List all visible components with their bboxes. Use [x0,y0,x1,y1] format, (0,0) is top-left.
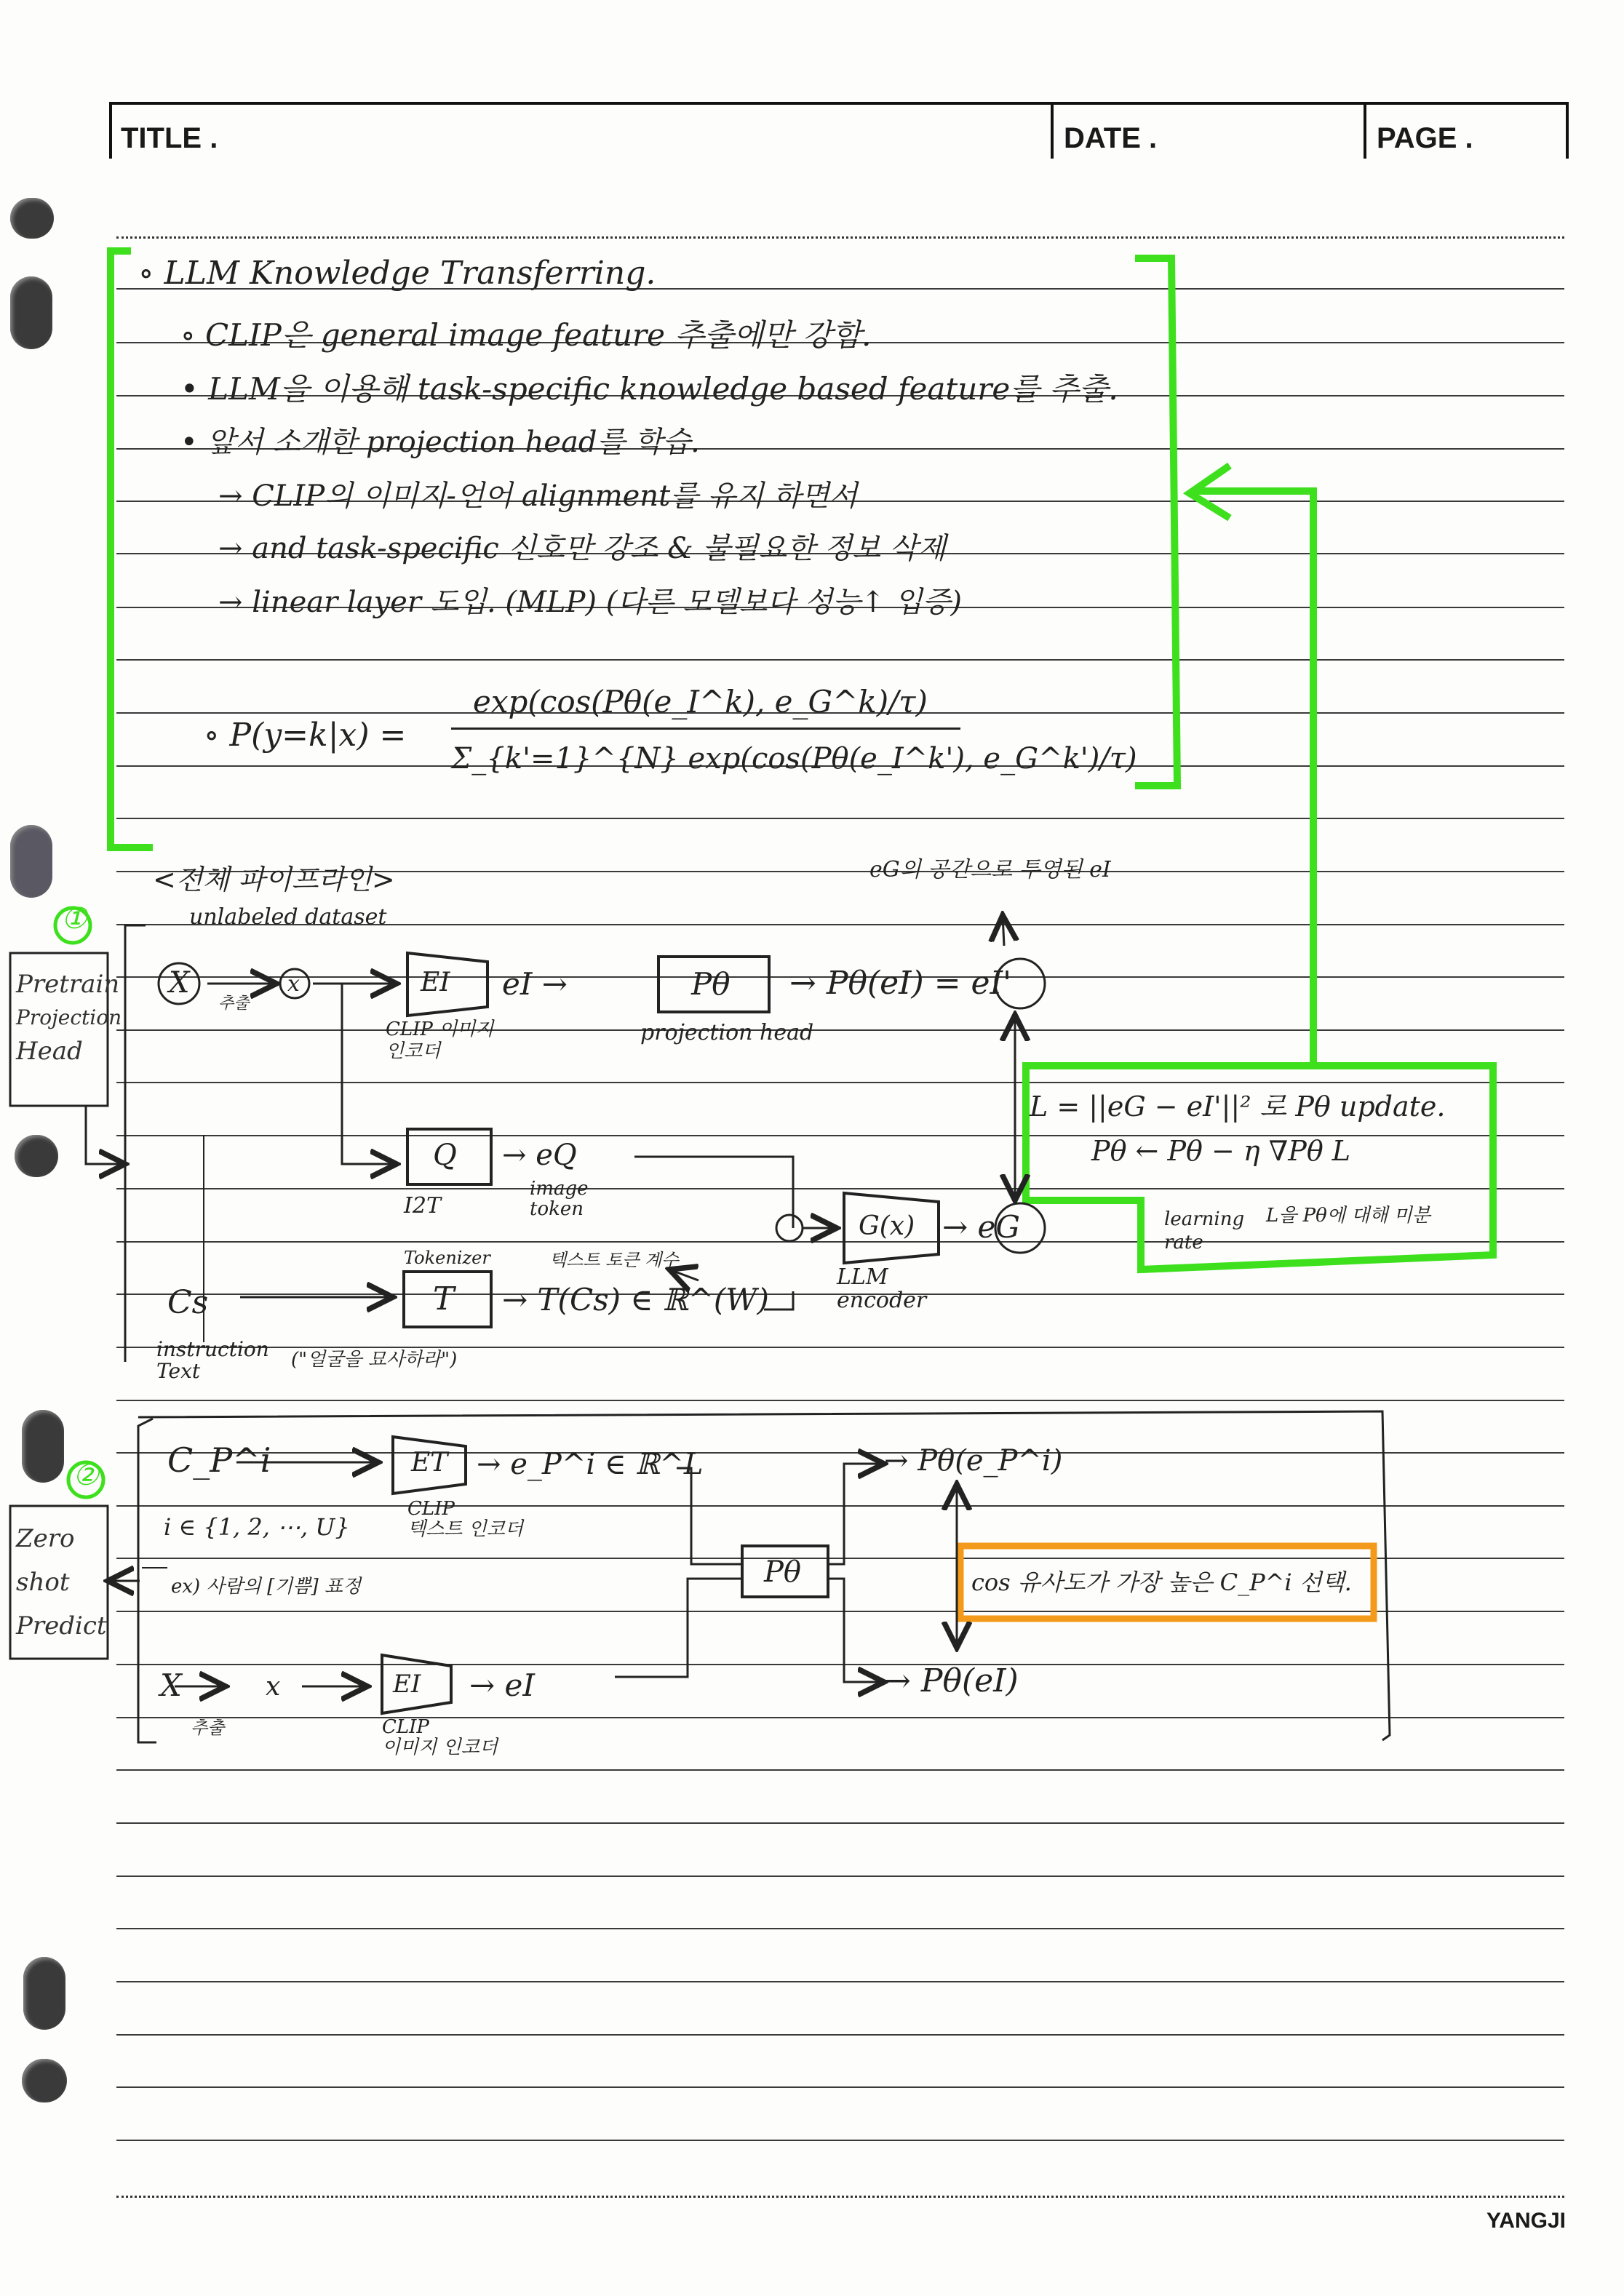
clip-text-encoder-label: CLIP 텍스트 인코더 [407,1498,523,1540]
I2T-label: I2T [404,1193,441,1219]
clip-image-encoder-label: CLIP 이미지 인코더 [386,1019,494,1062]
X-label: X [169,966,190,1000]
projected-output: → Pθ(eI) = eI' [789,965,1012,1002]
pipeline-title: <전체 파이프라인> [153,864,395,896]
X2-label: X [160,1667,182,1703]
eQ-output: → eQ [502,1139,577,1172]
instruction-example: ("얼굴을 묘사하라") [291,1349,458,1371]
update-equation: Pθ ← Pθ − η ∇Pθ L [1091,1135,1351,1167]
projection-head-label: projection head [640,1020,814,1045]
projection-head-P2: Pθ [764,1555,801,1589]
example-label: ex) 사람의 [기쁨] 표정 [171,1576,362,1598]
instruction-label: instruction Text [156,1337,269,1383]
formula-lhs: ∘ P(y=k|x) = [204,717,407,754]
notes-line: • 앞서 소개한 projection head를 학습. [180,426,700,459]
notes-line: • LLM을 이용해 task-specific knowledge based feature를 추출. [180,371,1118,407]
gradient-note: L을 Pθ에 대해 미분 [1266,1205,1430,1227]
learning-rate-label: learning rate [1164,1208,1245,1253]
clip-image-encoder-label-2: CLIP 이미지 인코더 [382,1716,498,1758]
brand-label: YANGJI [1486,2209,1566,2233]
step1-label: Pretrain Projection Head [16,970,122,1066]
text-coef-label: 텍스트 토큰 계수 [549,1250,679,1270]
TCs-output: → T(Cs) ∈ ℝ^(W) [502,1282,769,1318]
index-range: i ∈ {1, 2, ⋯, U} [164,1513,350,1541]
fraction-bar [451,728,960,730]
extract-label: 추출 [218,994,250,1013]
date-label: DATE . [1064,122,1158,154]
extract2-label: 추출 [191,1718,225,1738]
projection-note: eG의 공간으로 투영된 eI [869,857,1111,882]
text-encoder-ET: ET [411,1448,448,1478]
eI-output: eI → [502,966,568,1002]
title-label: TITLE . [121,122,218,154]
formula-numerator: exp(cos(Pθ(e_I^k), e_G^k)/τ) [473,684,928,720]
notes-line: → CLIP의 이미지-언어 alignment를 유지 하면서 [218,479,858,513]
notes-heading: ∘ LLM Knowledge Transferring. [138,255,656,292]
notes-line: → and task-specific 신호만 강조 & 불필요한 정보 삭제 [218,532,946,565]
cosine-note: cos 유사도가 가장 높은 C_P^i 선택. [971,1568,1352,1596]
step2-number: ② [73,1459,99,1492]
image-encoder-EI2: EI [393,1670,421,1699]
T-box: T [433,1280,455,1318]
unlabeled-label: unlabeled dataset [189,904,387,930]
Q-box: Q [433,1139,457,1172]
tokenizer-label: Tokenizer [404,1248,490,1268]
step2-label: Zero shot Predict [16,1524,107,1641]
llm-encoder-label: LLM encoder [837,1264,927,1313]
notes-line: ∘ CLIP은 general image feature 추출에만 강함. [180,317,872,353]
Cs-label: Cs [167,1284,209,1321]
eI2-output: → eI [469,1667,535,1703]
loss-equation: L = ||eG − eI'||² 로 Pθ update. [1030,1091,1446,1123]
image-encoder-EI: EI [421,968,450,997]
Cp-label: C_P^i [167,1440,271,1480]
Pep-output: → Pθ(e_P^i) [884,1444,1063,1478]
step1-number: ① [61,902,87,936]
notes-line: → linear layer 도입. (MLP) (다른 모델보다 성능↑ 입증) [218,586,963,619]
x-label: x [287,971,300,997]
llm-encoder-G: G(x) [859,1211,915,1241]
projection-head-P: Pθ [691,966,731,1002]
ep-output: → e_P^i ∈ ℝ^L [477,1448,704,1481]
page-label: PAGE . [1377,122,1473,154]
formula-denominator: Σ_{k'=1}^{N} exp(cos(Pθ(e_I^k'), e_G^k')/τ) [451,742,1137,776]
PeI-output: → Pθ(eI) [884,1662,1019,1699]
x2-label: x [266,1672,281,1702]
image-token-label: image token [530,1178,589,1220]
eG-output: → eG [942,1209,1020,1245]
